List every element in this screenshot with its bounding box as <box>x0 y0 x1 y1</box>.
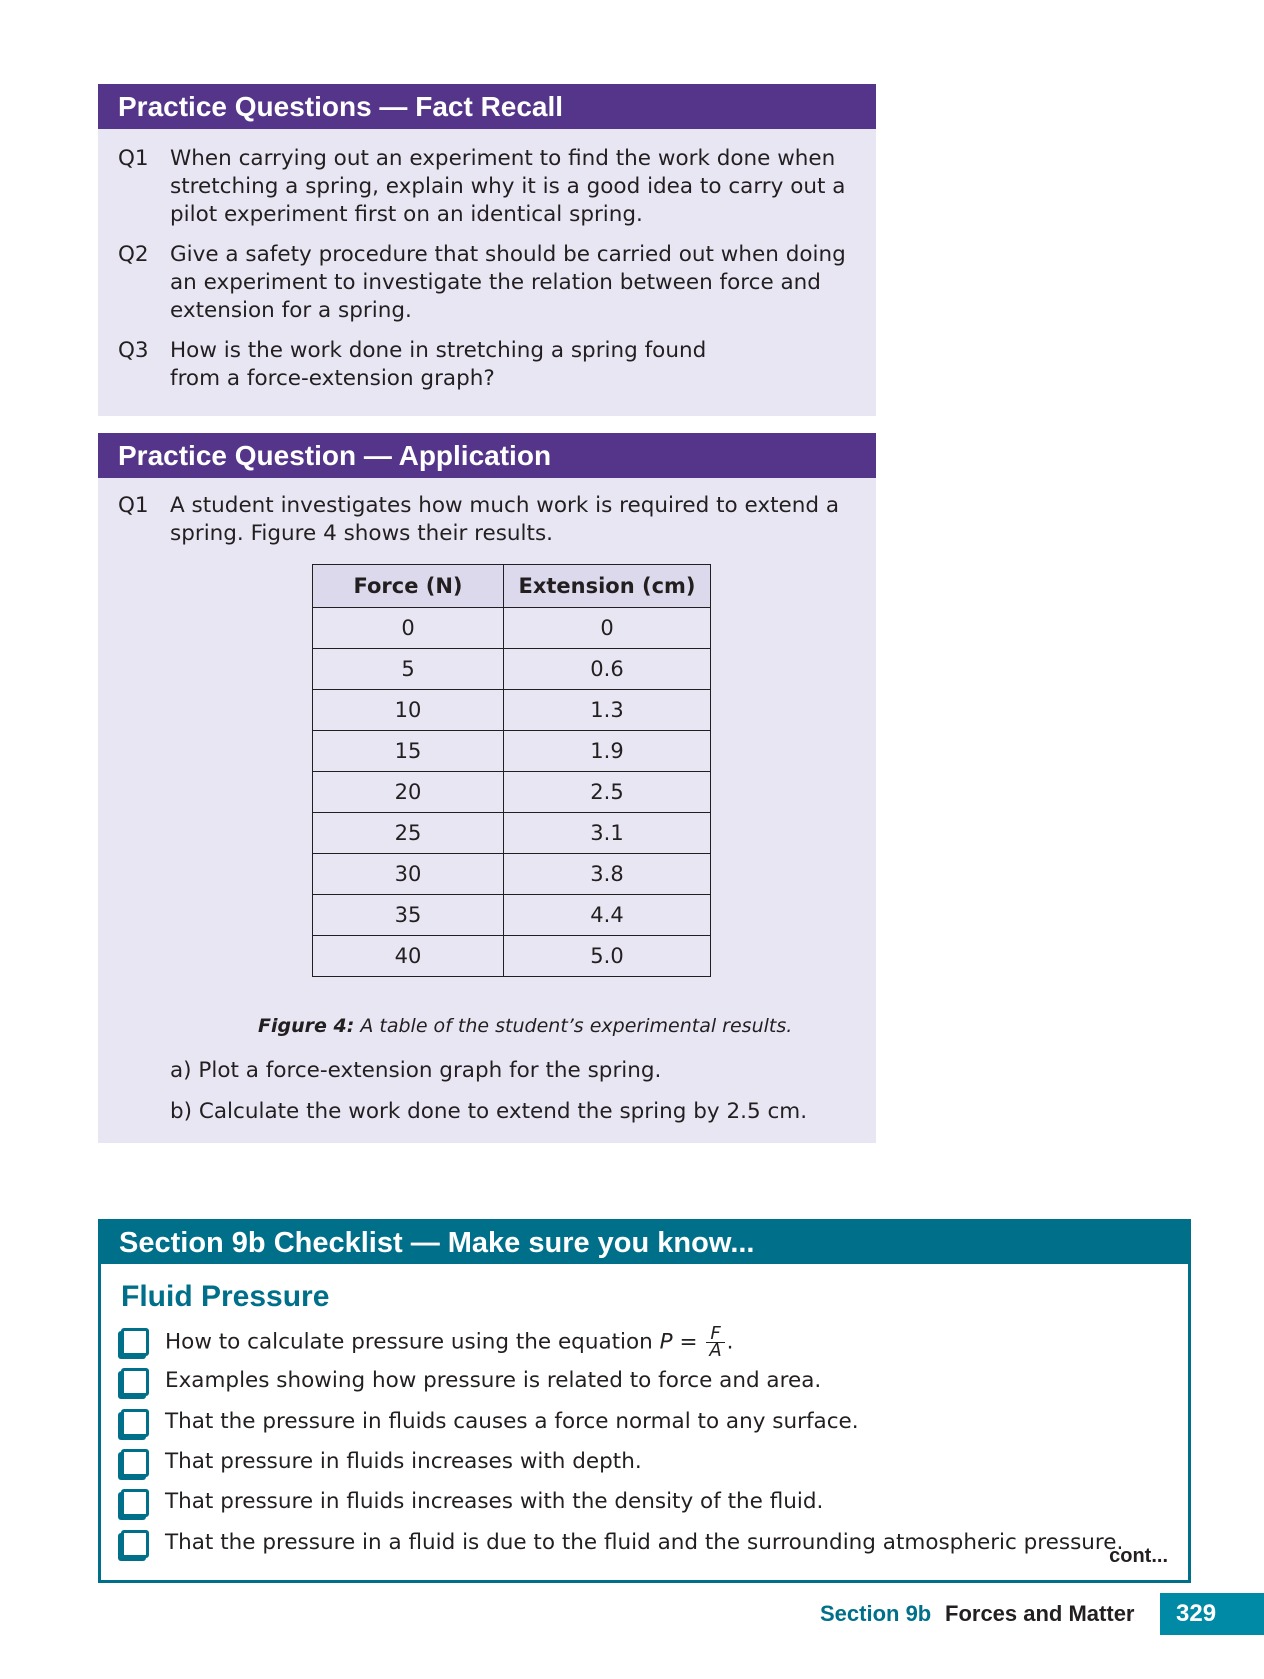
figure-caption <box>258 1015 792 1037</box>
question-text: When carrying out an experiment to find the work done when stretching a spring, explain why it is a good idea to carry out a pilot experiment first on an identical spring. <box>170 146 846 227</box>
question-number: Q3 <box>118 338 149 363</box>
force-cell: 40 <box>313 936 504 977</box>
question <box>98 241 876 325</box>
extension-cell: 2.5 <box>504 772 711 813</box>
extension-cell: 1.9 <box>504 731 711 772</box>
fluid-pressure-heading: Fluid Pressure <box>121 1280 330 1313</box>
section-checklist <box>98 1219 1191 1583</box>
force-cell: 5 <box>313 649 504 690</box>
question-number: Q1 <box>118 493 149 518</box>
extension-cell: 5.0 <box>504 936 711 977</box>
footer-chapter-title: Forces and Matter <box>945 1601 1135 1626</box>
question-number: Q1 <box>118 146 149 171</box>
checklist-item-text: Examples showing how pressure is related to force and area. <box>165 1368 822 1393</box>
figure-caption-text: A table of the student’s experimental results. <box>360 1015 793 1037</box>
question-number: Q2 <box>118 242 149 267</box>
checkbox[interactable] <box>121 1409 149 1437</box>
page-number: 329 <box>1160 1593 1264 1635</box>
checklist-item-text: That pressure in fluids increases with depth. <box>165 1449 642 1474</box>
question <box>98 145 876 229</box>
fraction-numerator: F <box>706 1326 724 1343</box>
part-a: a) Plot a force-extension graph for the spring. <box>170 1058 662 1083</box>
fraction-denominator: A <box>709 1340 722 1361</box>
extension-cell: 0 <box>504 608 711 649</box>
extension-cell: 1.3 <box>504 690 711 731</box>
table-row <box>313 895 711 936</box>
checklist-title: Section 9b Checklist — Make sure you know... <box>101 1222 1188 1264</box>
force-cell: 30 <box>313 854 504 895</box>
extension-cell: 0.6 <box>504 649 711 690</box>
force-over-area-fraction <box>706 1323 724 1361</box>
force-cell: 20 <box>313 772 504 813</box>
checkbox[interactable] <box>121 1530 149 1558</box>
table-row <box>313 772 711 813</box>
checkbox[interactable] <box>121 1368 149 1396</box>
equals-sign: = <box>679 1329 698 1355</box>
column-header-extension: Extension (cm) <box>504 565 711 608</box>
footer-section-label: Section 9b <box>820 1601 932 1626</box>
table-row <box>313 936 711 977</box>
checkbox[interactable] <box>121 1328 149 1356</box>
question <box>98 337 876 393</box>
question-text: Give a safety procedure that should be carried out when doing an experiment to investigate the relation between force and extension for a spring. <box>170 242 846 323</box>
checklist-item-text <box>165 1323 734 1361</box>
table-row <box>313 649 711 690</box>
application-title: Practice Question — Application <box>98 433 876 478</box>
table-row <box>313 690 711 731</box>
question <box>98 492 876 548</box>
table-row <box>313 731 711 772</box>
extension-cell: 4.4 <box>504 895 711 936</box>
part-b: b) Calculate the work done to extend the spring by 2.5 cm. <box>170 1099 808 1124</box>
table-row <box>313 854 711 895</box>
extension-cell: 3.1 <box>504 813 711 854</box>
checklist-item-text: That the pressure in fluids causes a force normal to any surface. <box>165 1409 859 1434</box>
pressure-symbol: P <box>659 1329 673 1355</box>
question-text: A student investigates how much work is required to extend a spring. Figure 4 shows their results. <box>170 493 840 546</box>
continued-label: cont... <box>1109 1545 1168 1567</box>
table-row <box>313 813 711 854</box>
force-cell: 35 <box>313 895 504 936</box>
extension-cell: 3.8 <box>504 854 711 895</box>
table-row <box>313 608 711 649</box>
checkbox[interactable] <box>121 1449 149 1477</box>
table-header-row <box>313 565 711 608</box>
force-cell: 10 <box>313 690 504 731</box>
force-cell: 15 <box>313 731 504 772</box>
column-header-force: Force (N) <box>313 565 504 608</box>
force-cell: 0 <box>313 608 504 649</box>
checkbox[interactable] <box>121 1489 149 1517</box>
item-text-prefix: How to calculate pressure using the equation <box>165 1329 653 1355</box>
results-table <box>312 564 711 977</box>
fact-recall-title: Practice Questions — Fact Recall <box>98 84 876 129</box>
question-text: How is the work done in stretching a spring found from a force-extension graph? <box>170 338 707 391</box>
checklist-item-text: That the pressure in a fluid is due to the fluid and the surrounding atmospheric pressure. <box>165 1530 1124 1555</box>
item-text-end: . <box>726 1329 734 1355</box>
figure-label: Figure 4: <box>258 1015 355 1037</box>
fact-recall-box <box>98 84 876 416</box>
checklist-item-text: That pressure in fluids increases with the density of the fluid. <box>165 1489 824 1514</box>
force-cell: 25 <box>313 813 504 854</box>
